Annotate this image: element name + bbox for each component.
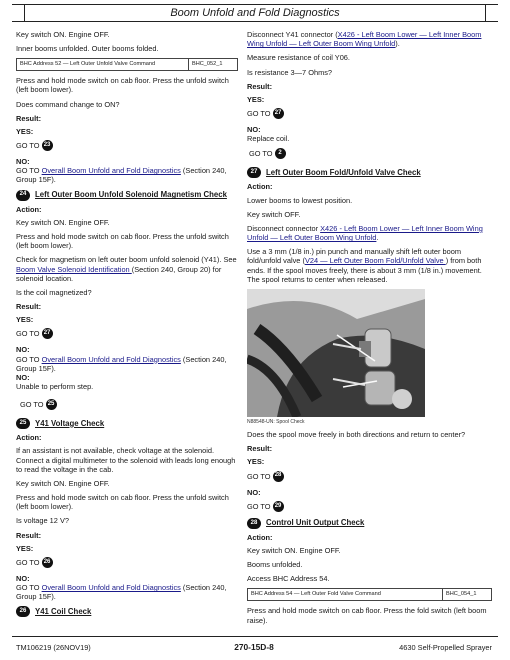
connector-link[interactable]: X426 - Left Boom Lower — Left Inner Boom Wing Unfold — Left Outer Boom Wing Unfold xyxy=(247,30,482,49)
step-text: Unable to perform step. xyxy=(16,382,94,392)
step-text: Press and hold mode switch on cab floor. Press the unfold switch (left boom lower). xyxy=(16,231,229,251)
step-text xyxy=(247,224,492,242)
section-title: Left Outer Boom Unfold Solenoid Magnetism Check xyxy=(35,190,227,200)
result-label: Result: xyxy=(247,81,273,91)
goto-label: GO TO xyxy=(247,501,271,511)
diagnostics-link[interactable]: Overall Boom Unfold and Fold Diagnostics xyxy=(41,354,181,364)
section-title: Y41 Voltage Check xyxy=(35,418,105,428)
goto-step-link[interactable] xyxy=(247,108,492,119)
step-text-part: Check for magnetism on left outer boom unfold solenoid (Y41). See xyxy=(16,255,237,265)
spool-check-illustration xyxy=(247,289,425,417)
yes-label: YES: xyxy=(16,543,34,553)
step-text-part: ) from both ends. If the spool moves freely, there is about 3 mm (1/8 in.) movement. The spool returns to center when released. xyxy=(247,256,482,284)
section-title: Y41 Coil Check xyxy=(35,607,92,617)
section-heading-25 xyxy=(16,418,238,429)
section-heading-26 xyxy=(16,606,238,617)
step-text-part: Use a 3 mm (1/8 in.) pin punch and manually shift left outer boom fold/unfold valve ( xyxy=(247,247,462,266)
goto-label: GO TO xyxy=(16,354,42,364)
goto-label: GO TO xyxy=(247,471,271,481)
step-text xyxy=(16,255,238,283)
action-label: Action: xyxy=(247,182,273,192)
step-text: Key switch ON. Engine OFF. xyxy=(16,217,110,227)
yes-label: YES: xyxy=(247,94,265,104)
section-ref: (Section 240, Group 15F). xyxy=(16,166,227,185)
connector-link[interactable]: X426 - Left Boom Lower — Left Inner Boom Wing Unfold — Left Outer Boom Wing Unfold xyxy=(247,223,483,243)
step-text: Access BHC Address 54. xyxy=(247,574,330,584)
result-label: Result: xyxy=(247,444,273,454)
step-text: Press and hold mode switch on cab floor. Press the unfold switch (left boom lower). xyxy=(16,493,229,512)
goto-step-link[interactable] xyxy=(16,140,238,151)
header-left-box xyxy=(12,5,25,21)
goto-reference xyxy=(16,583,238,601)
goto-label: GO TO xyxy=(20,400,44,410)
step-text: Key switch ON. Engine OFF. xyxy=(16,478,110,488)
goto-label: GO TO xyxy=(16,329,40,339)
valve-link[interactable]: V24 — Left Outer Boom Fold/Unfold Valve xyxy=(304,256,446,266)
bhc-address-code: BHC_052_1 xyxy=(192,61,223,68)
step-text: Replace coil. xyxy=(247,134,290,144)
step-number-badge: 28 xyxy=(273,471,284,482)
section-number-badge: 25 xyxy=(16,418,30,429)
step-text: Press and hold mode switch on cab floor. Press the unfold switch (left boom lower). xyxy=(16,76,229,95)
no-label: NO: xyxy=(247,487,261,497)
footer-doc-id: TM106219 (26NOV19) xyxy=(16,642,91,652)
section-number-badge: 26 xyxy=(16,606,30,617)
goto-label: GO TO xyxy=(16,557,40,567)
diagnostics-link[interactable]: Overall Boom Unfold and Fold Diagnostics xyxy=(41,166,181,176)
step-text: Booms unfolded. xyxy=(247,560,303,570)
goto-label: GO TO xyxy=(249,149,273,159)
action-label: Action: xyxy=(247,532,273,542)
step-number-badge: 25 xyxy=(46,399,57,410)
page-footer xyxy=(12,636,498,657)
goto-step-link[interactable] xyxy=(249,148,492,159)
section-number-badge: 27 xyxy=(247,167,261,178)
section-ref: (Section 240, Group 15F). xyxy=(16,354,227,373)
yes-label: YES: xyxy=(16,126,34,136)
yes-label: YES: xyxy=(247,457,265,467)
yes-label: YES: xyxy=(16,315,34,325)
goto-label: GO TO xyxy=(247,108,271,118)
goto-reference xyxy=(16,166,238,184)
step-text: Key switch ON. Engine OFF. xyxy=(16,30,110,39)
goto-step-link[interactable] xyxy=(16,557,238,568)
page-title: Boom Unfold and Fold Diagnostics xyxy=(170,7,340,19)
footer-page-number: 270-15D-8 xyxy=(234,642,274,652)
step-number-badge: 27 xyxy=(273,108,284,119)
bhc-address-label: BHC Address 54 — Left Outer Fold Valve Command xyxy=(248,589,443,600)
step-text-part: Disconnect Y41 connector ( xyxy=(247,30,338,39)
section-ref: (Section 240, Group 15F). xyxy=(16,583,227,602)
right-column xyxy=(247,30,492,630)
result-label: Result: xyxy=(16,530,42,540)
section-heading-28 xyxy=(247,518,492,529)
bhc-address-code: BHC_054_1 xyxy=(446,591,477,598)
bhc-address-table xyxy=(247,588,492,601)
action-label: Action: xyxy=(16,433,42,443)
goto-step-link[interactable] xyxy=(247,471,492,482)
step-text: Measure resistance of coil Y06. xyxy=(247,53,350,63)
photo-caption: N88548-UN: Spool Check xyxy=(247,418,305,425)
section-heading-27 xyxy=(247,167,492,178)
bhc-address-table xyxy=(16,58,238,71)
no-label: NO: xyxy=(16,372,30,382)
step-number-badge: 29 xyxy=(273,501,284,512)
step-text xyxy=(247,30,492,48)
step-number-badge: 26 xyxy=(42,557,53,568)
no-label: NO: xyxy=(16,573,30,583)
step-text: Key switch ON. Engine OFF. xyxy=(247,545,341,555)
goto-label: GO TO xyxy=(16,141,40,151)
section-heading-24 xyxy=(16,190,238,201)
step-text xyxy=(247,247,492,284)
goto-label: GO TO xyxy=(16,166,42,176)
spool-check-photo xyxy=(247,289,425,417)
goto-label: GO TO xyxy=(16,583,42,593)
step-text-part: (Section 240, Group 20) for solenoid location. xyxy=(16,264,222,283)
diagnostics-link[interactable]: Overall Boom Unfold and Fold Diagnostics xyxy=(41,583,181,593)
step-text-part: ). xyxy=(395,39,400,49)
question-text: Does command change to ON? xyxy=(16,99,120,109)
left-column xyxy=(16,30,238,621)
result-label: Result: xyxy=(16,113,42,123)
step-number-badge: 23 xyxy=(42,140,53,151)
bhc-address-label: BHC Address 52 — Left Outer Unfold Valve Command xyxy=(17,59,189,70)
section-title: Left Outer Boom Fold/Unfold Valve Check xyxy=(266,168,421,178)
question-text: Is resistance 3—7 Ohms? xyxy=(247,67,333,77)
no-label: NO: xyxy=(16,345,30,355)
result-label: Result: xyxy=(16,302,42,312)
footer-product-name: 4630 Self-Propelled Sprayer xyxy=(399,642,492,652)
goto-step-link[interactable] xyxy=(16,328,238,339)
step-text: Press and hold mode switch on cab floor. Press the fold switch (left boom raise). xyxy=(247,606,487,625)
no-label: NO: xyxy=(247,125,261,135)
step-text: If an assistant is not available, check voltage at the solenoid. Connect a digital multimeter to the solenoid with leads long enough to read the voltage in the cab. xyxy=(16,446,236,474)
step-number-badge: 27 xyxy=(42,328,53,339)
section-number-badge: 28 xyxy=(247,518,261,529)
step-text-part: . xyxy=(376,233,379,243)
step-text-part: Disconnect connector xyxy=(247,223,321,233)
step-text: Lower booms to lowest position. xyxy=(247,195,353,205)
goto-step-link[interactable] xyxy=(20,399,238,410)
solenoid-id-link[interactable]: Boom Valve Solenoid Identification xyxy=(16,264,132,274)
step-text: Key switch OFF. xyxy=(247,209,301,219)
step-text: Inner booms unfolded. Outer booms folded. xyxy=(16,44,159,54)
goto-step-link[interactable] xyxy=(247,501,492,512)
action-label: Action: xyxy=(16,204,42,214)
question-text: Does the spool move freely in both directions and return to center? xyxy=(247,430,466,440)
goto-reference xyxy=(16,355,238,373)
question-text: Is voltage 12 V? xyxy=(16,516,70,526)
page-header xyxy=(12,4,498,22)
no-label: NO: xyxy=(16,157,30,167)
section-number-badge: 24 xyxy=(16,190,30,201)
question-text: Is the coil magnetized? xyxy=(16,287,92,297)
section-title: Control Unit Output Check xyxy=(266,518,365,528)
step-number-badge: 2 xyxy=(275,148,286,159)
header-right-box xyxy=(485,5,498,21)
